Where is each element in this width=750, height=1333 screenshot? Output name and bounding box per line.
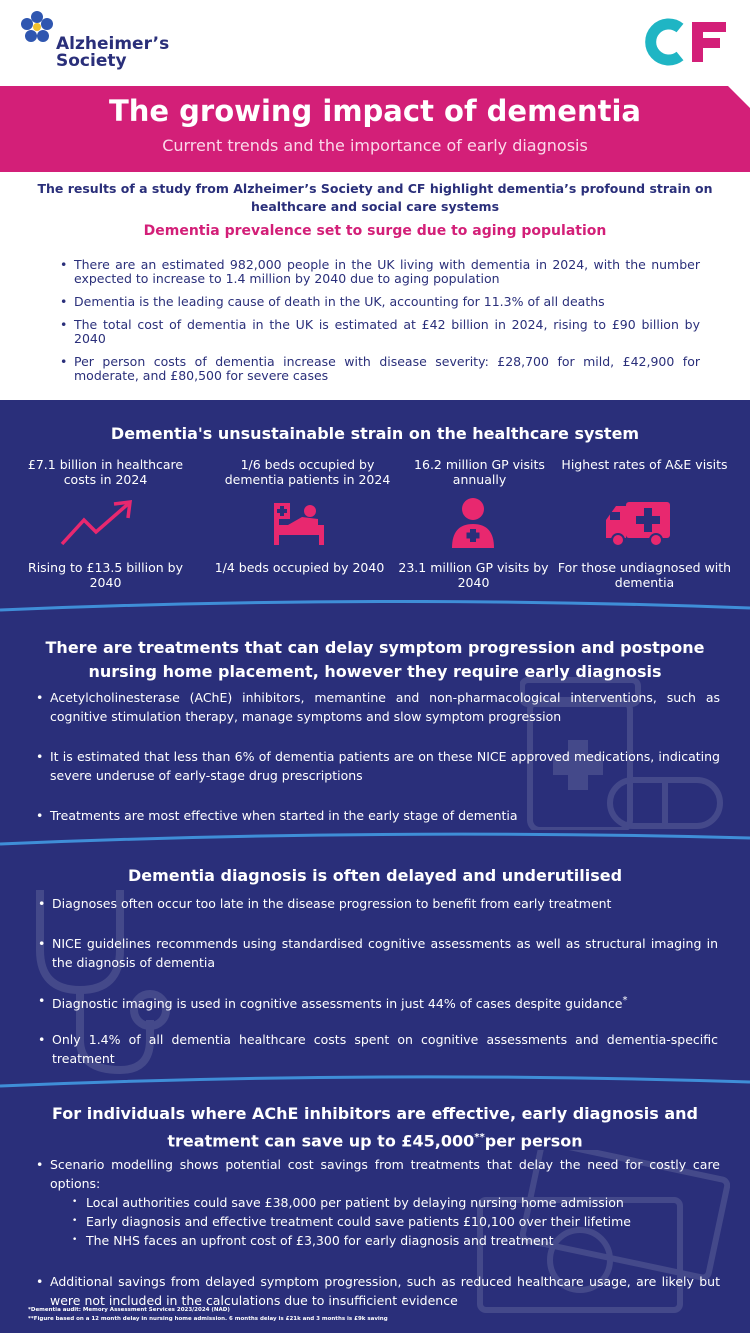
list-item: • Only 1.4% of all dementia healthcare costs spent on cognitive assessments and dementia-specific treatment [38,1030,718,1068]
list-item: • Diagnostic imaging is used in cognitive assessments in just 44% of cases despite guidance* [38,991,718,1013]
list-item: • It is estimated that less than 6% of dementia patients are on these NICE approved medications, indicating severe underuse of early-stage drug prescriptions [36,747,720,785]
ambulance-icon [604,498,672,548]
savings-title: For individuals where AChE inhibitors are effective, early diagnosis and treatment can save up to £45,000**per person [52,1104,698,1151]
prevalence-title: Dementia prevalence set to surge due to aging population [143,223,607,239]
sub-list-item: • The NHS faces an upfront cost of £3,300 for early diagnosis and treatment [72,1231,720,1250]
list-item: • Acetylcholinesterase (AChE) inhibitors, memantine and non-pharmacological interventions, such as cognitive stimulation therapy, manage symptoms and slow symptom progression [36,688,720,726]
diagnosis-list [38,894,718,1068]
treatments-title: There are treatments that can delay symptom progression and postpone nursing home placement, however they require early diagnosis [45,638,705,681]
intro-text: The results of a study from Alzheimer’s Society and CF highlight dementia’s profound strain on healthcare and social care systems [37,181,713,214]
list-item: • Scenario modelling shows potential cost savings from treatments that delay the need for costly care options: • Local authorities could save £38,000 per patient by delaying nursing home admission • Early diagnosis and effective treatment could save patients £10,100 over their lifetime • The NHS faces an upfront cost of £3,300 for early diagnosis and treatment [36,1155,720,1250]
doctor-icon [450,496,496,548]
stat-top-gp: 16.2 million GP visits annually [414,457,545,487]
stat-top-ae: Highest rates of A&E visits [561,457,728,472]
stat-top-beds: 1/6 beds occupied by dementia patients in 2024 [224,457,391,487]
alzheimers-society-logo [20,10,169,70]
title-banner [0,86,750,172]
list-item: • Treatments are most effective when started in the early stage of dementia [36,806,720,825]
list-item: • There are an estimated 982,000 people in the UK living with dementia in 2024, with the number expected to increase to 1.4 million by 2040 due to aging population [60,258,700,286]
prevalence-list [60,258,700,392]
section-divider [0,832,750,846]
logo-line-1: Alzheimer’s [56,34,170,54]
sub-list-item: • Local authorities could save £38,000 per patient by delaying nursing home admission [72,1193,720,1212]
list-item: • Additional savings from delayed symptom progression, such as reduced healthcare usage, are likely but were not included in the calculations due to insufficient evidence [36,1272,720,1310]
stat-bottom-gp: 23.1 million GP visits by 2040 [398,560,549,590]
hospital-bed-icon [272,497,326,547]
stat-bottom-ae: For those undiagnosed with dementia [557,560,732,590]
stat-bottom-costs: Rising to £13.5 billion by 2040 [28,560,183,590]
savings-list [36,1155,720,1310]
sub-list-item: • Early diagnosis and effective treatment could save patients £10,100 over their lifetime [72,1212,720,1231]
section-divider [0,600,750,614]
footnotes [28,1306,388,1324]
page-subtitle: Current trends and the importance of early diagnosis [162,136,588,155]
section-divider [0,1074,750,1088]
list-item: • Diagnoses often occur too late in the disease progression to benefit from early treatment [38,894,718,913]
treatments-list [36,688,720,825]
list-item: • NICE guidelines recommends using standardised cognitive assessments as well as structural imaging in the diagnosis of dementia [38,934,718,972]
list-item: • The total cost of dementia in the UK is estimated at £42 billion in 2024, rising to £90 billion by 2040 [60,318,700,346]
list-item: • Dementia is the leading cause of death in the UK, accounting for 11.3% of all deaths [60,295,700,309]
strain-title: Dementia's unsustainable strain on the healthcare system [110,424,640,443]
stat-bottom-beds: 1/4 beds occupied by 2040 [214,560,385,575]
cf-logo [640,16,730,68]
savings-sub-list [50,1193,720,1250]
diagnosis-title: Dementia diagnosis is often delayed and underutilised [127,866,623,885]
footnote: *Dementia audit: Memory Assessment Services 2023/2024 (NAD) [28,1307,230,1313]
footnote: **Figure based on a 12 month delay in nursing home admission. 6 months delay is £21k and 3 months is £9k saving [28,1316,388,1322]
trend-up-icon [60,500,134,548]
stat-top-costs: £7.1 billion in healthcare costs in 2024 [27,457,184,487]
list-item: • Per person costs of dementia increase with disease severity: £28,700 for mild, £42,900 for moderate, and £80,500 for severe cases [60,355,700,383]
forget-me-not-icon [20,10,54,44]
page-title: The growing impact of dementia [108,94,641,128]
logo-line-2: Society [56,51,127,71]
